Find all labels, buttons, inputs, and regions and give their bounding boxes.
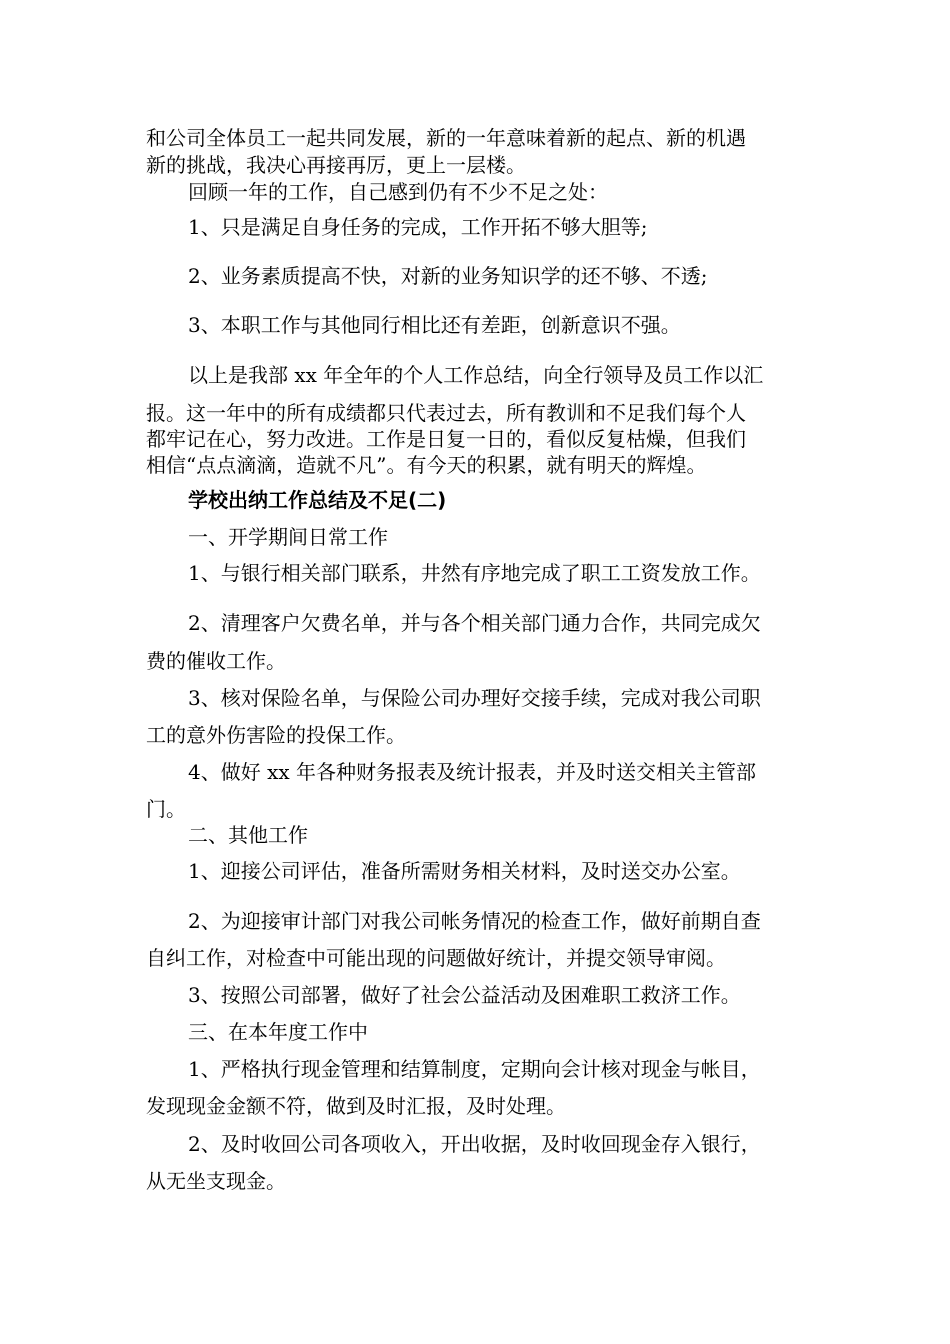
list-item: 2、及时收回公司各项收入，开出收据，及时收回现金存入银行， [188, 1132, 761, 1156]
text-line: 都牢记在心，努力改进。工作是日复一日的，看似反复枯燥，但我们 [146, 427, 746, 451]
text-line: 从无坐支现金。 [146, 1169, 286, 1193]
section-heading: 学校出纳工作总结及不足(二) [188, 488, 447, 512]
text-line: 自纠工作，对检查中可能出现的问题做好统计，并提交领导审阅。 [146, 946, 726, 970]
subsection-heading: 三、在本年度工作中 [188, 1020, 368, 1044]
list-item: 2、清理客户欠费名单，并与各个相关部门通力合作，共同完成欠 [188, 611, 761, 635]
text-line: 费的催收工作。 [146, 649, 286, 673]
list-item: 2、业务素质提高不快，对新的业务知识学的还不够、不透; [188, 264, 708, 288]
text-line: 工的意外伤害险的投保工作。 [146, 723, 406, 747]
list-item: 3、本职工作与其他同行相比还有差距，创新意识不强。 [188, 313, 681, 337]
list-item: 1、只是满足自身任务的完成，工作开拓不够大胆等; [188, 215, 648, 239]
list-item: 3、核对保险名单，与保险公司办理好交接手续，完成对我公司职 [188, 686, 761, 710]
text-line: 门。 [146, 797, 186, 821]
list-item: 3、按照公司部署，做好了社会公益活动及困难职工救济工作。 [188, 983, 741, 1007]
subsection-heading: 一、开学期间日常工作 [188, 525, 388, 549]
text-line: 相信“点点滴滴，造就不凡”。有今天的积累，就有明天的辉煌。 [146, 453, 707, 477]
text-line: 发现现金金额不符，做到及时汇报，及时处理。 [146, 1094, 566, 1118]
list-item: 2、为迎接审计部门对我公司帐务情况的检查工作，做好前期自查 [188, 909, 761, 933]
text-line: 新的挑战，我决心再接再厉，更上一层楼。 [146, 153, 526, 177]
text-line: 以上是我部 xx 年全年的个人工作总结，向全行领导及员工作以汇 [188, 363, 764, 387]
list-item: 1、严格执行现金管理和结算制度，定期向会计核对现金与帐目， [188, 1057, 761, 1081]
subsection-heading: 二、其他工作 [188, 823, 308, 847]
text-line: 报。这一年中的所有成绩都只代表过去，所有教训和不足我们每个人 [146, 401, 746, 425]
list-item: 4、做好 xx 年各种财务报表及统计报表，并及时送交相关主管部 [188, 760, 756, 784]
list-item: 1、与银行相关部门联系，井然有序地完成了职工工资发放工作。 [188, 561, 761, 585]
text-line: 回顾一年的工作，自己感到仍有不少不足之处： [188, 180, 608, 204]
text-line: 和公司全体员工一起共同发展，新的一年意味着新的起点、新的机遇 [146, 126, 746, 150]
list-item: 1、迎接公司评估，准备所需财务相关材料，及时送交办公室。 [188, 859, 741, 883]
